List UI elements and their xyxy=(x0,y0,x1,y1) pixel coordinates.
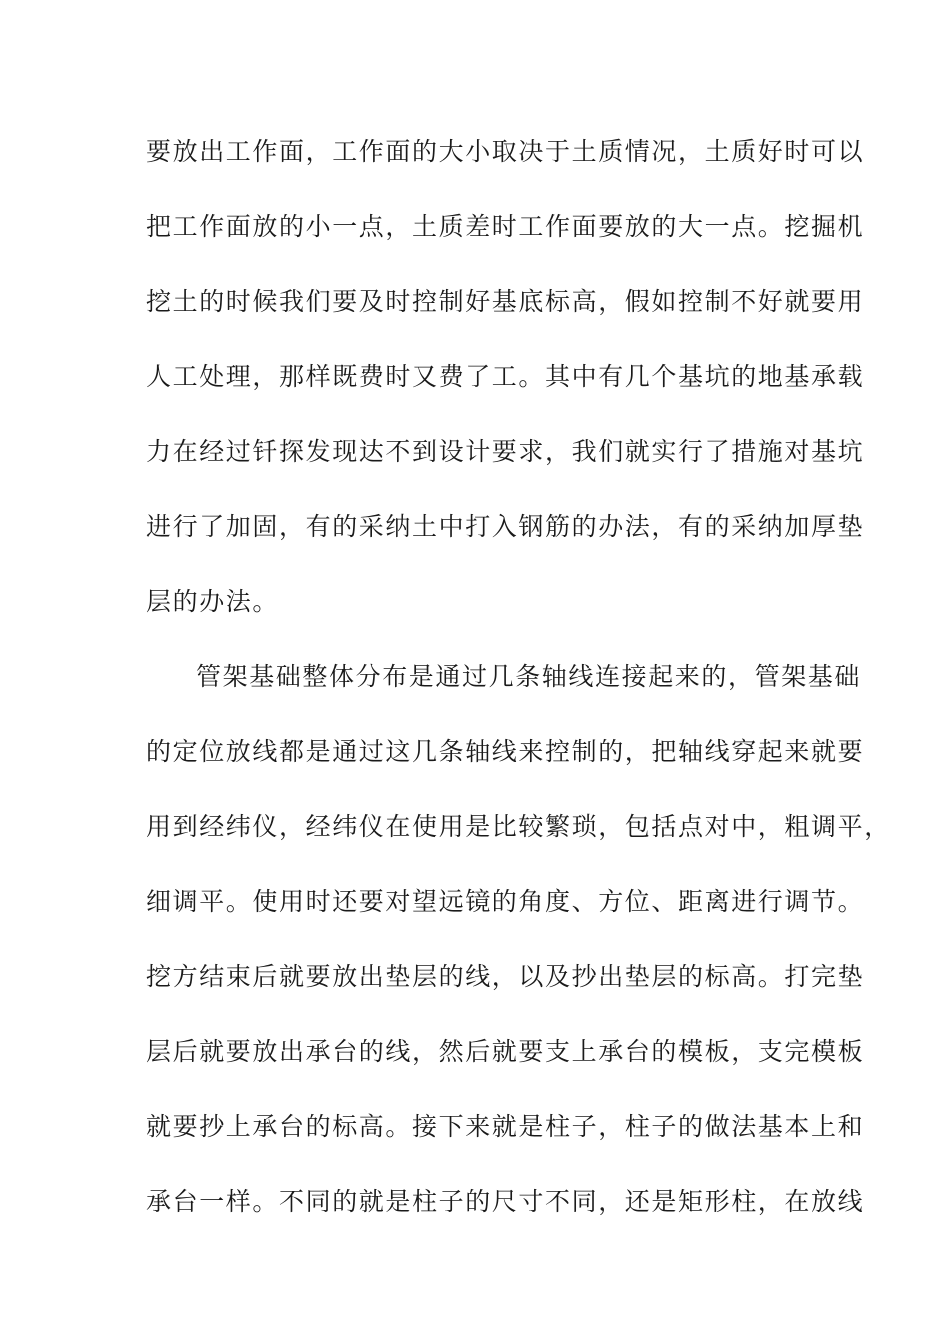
paragraph-line: 用到经纬仪，经纬仪在使用是比较繁琐，包括点对中，粗调平， xyxy=(146,812,891,841)
paragraph-line: 挖土的时候我们要及时控制好基底标高，假如控制不好就要用 xyxy=(146,287,865,316)
paragraph-line: 的定位放线都是通过这几条轴线来控制的，把轴线穿起来就要 xyxy=(146,737,865,766)
paragraph-line: 就要抄上承台的标高。接下来就是柱子，柱子的做法基本上和 xyxy=(146,1112,865,1141)
paragraph-line: 承台一样。不同的就是柱子的尺寸不同，还是矩形柱，在放线 xyxy=(146,1187,865,1216)
paragraph-line: 力在经过钎探发现达不到设计要求，我们就实行了措施对基坑 xyxy=(146,437,865,466)
paragraph-line: 层的办法。 xyxy=(146,587,280,616)
paragraph-first-line: 管架基础整体分布是通过几条轴线连接起来的，管架基础 xyxy=(196,662,862,691)
paragraph-line: 进行了加固，有的采纳土中打入钢筋的办法，有的采纳加厚垫 xyxy=(146,512,865,541)
paragraph-line: 挖方结束后就要放出垫层的线，以及抄出垫层的标高。打完垫 xyxy=(146,962,865,991)
paragraph-line: 要放出工作面，工作面的大小取决于土质情况，土质好时可以 xyxy=(146,137,865,166)
paragraph-line: 把工作面放的小一点，土质差时工作面要放的大一点。挖掘机 xyxy=(146,212,865,241)
paragraph-line: 细调平。使用时还要对望远镜的角度、方位、距离进行调节。 xyxy=(146,887,865,916)
paragraph-line: 层后就要放出承台的线，然后就要支上承台的模板，支完模板 xyxy=(146,1037,865,1066)
paragraph-line: 人工处理，那样既费时又费了工。其中有几个基坑的地基承载 xyxy=(146,362,865,391)
